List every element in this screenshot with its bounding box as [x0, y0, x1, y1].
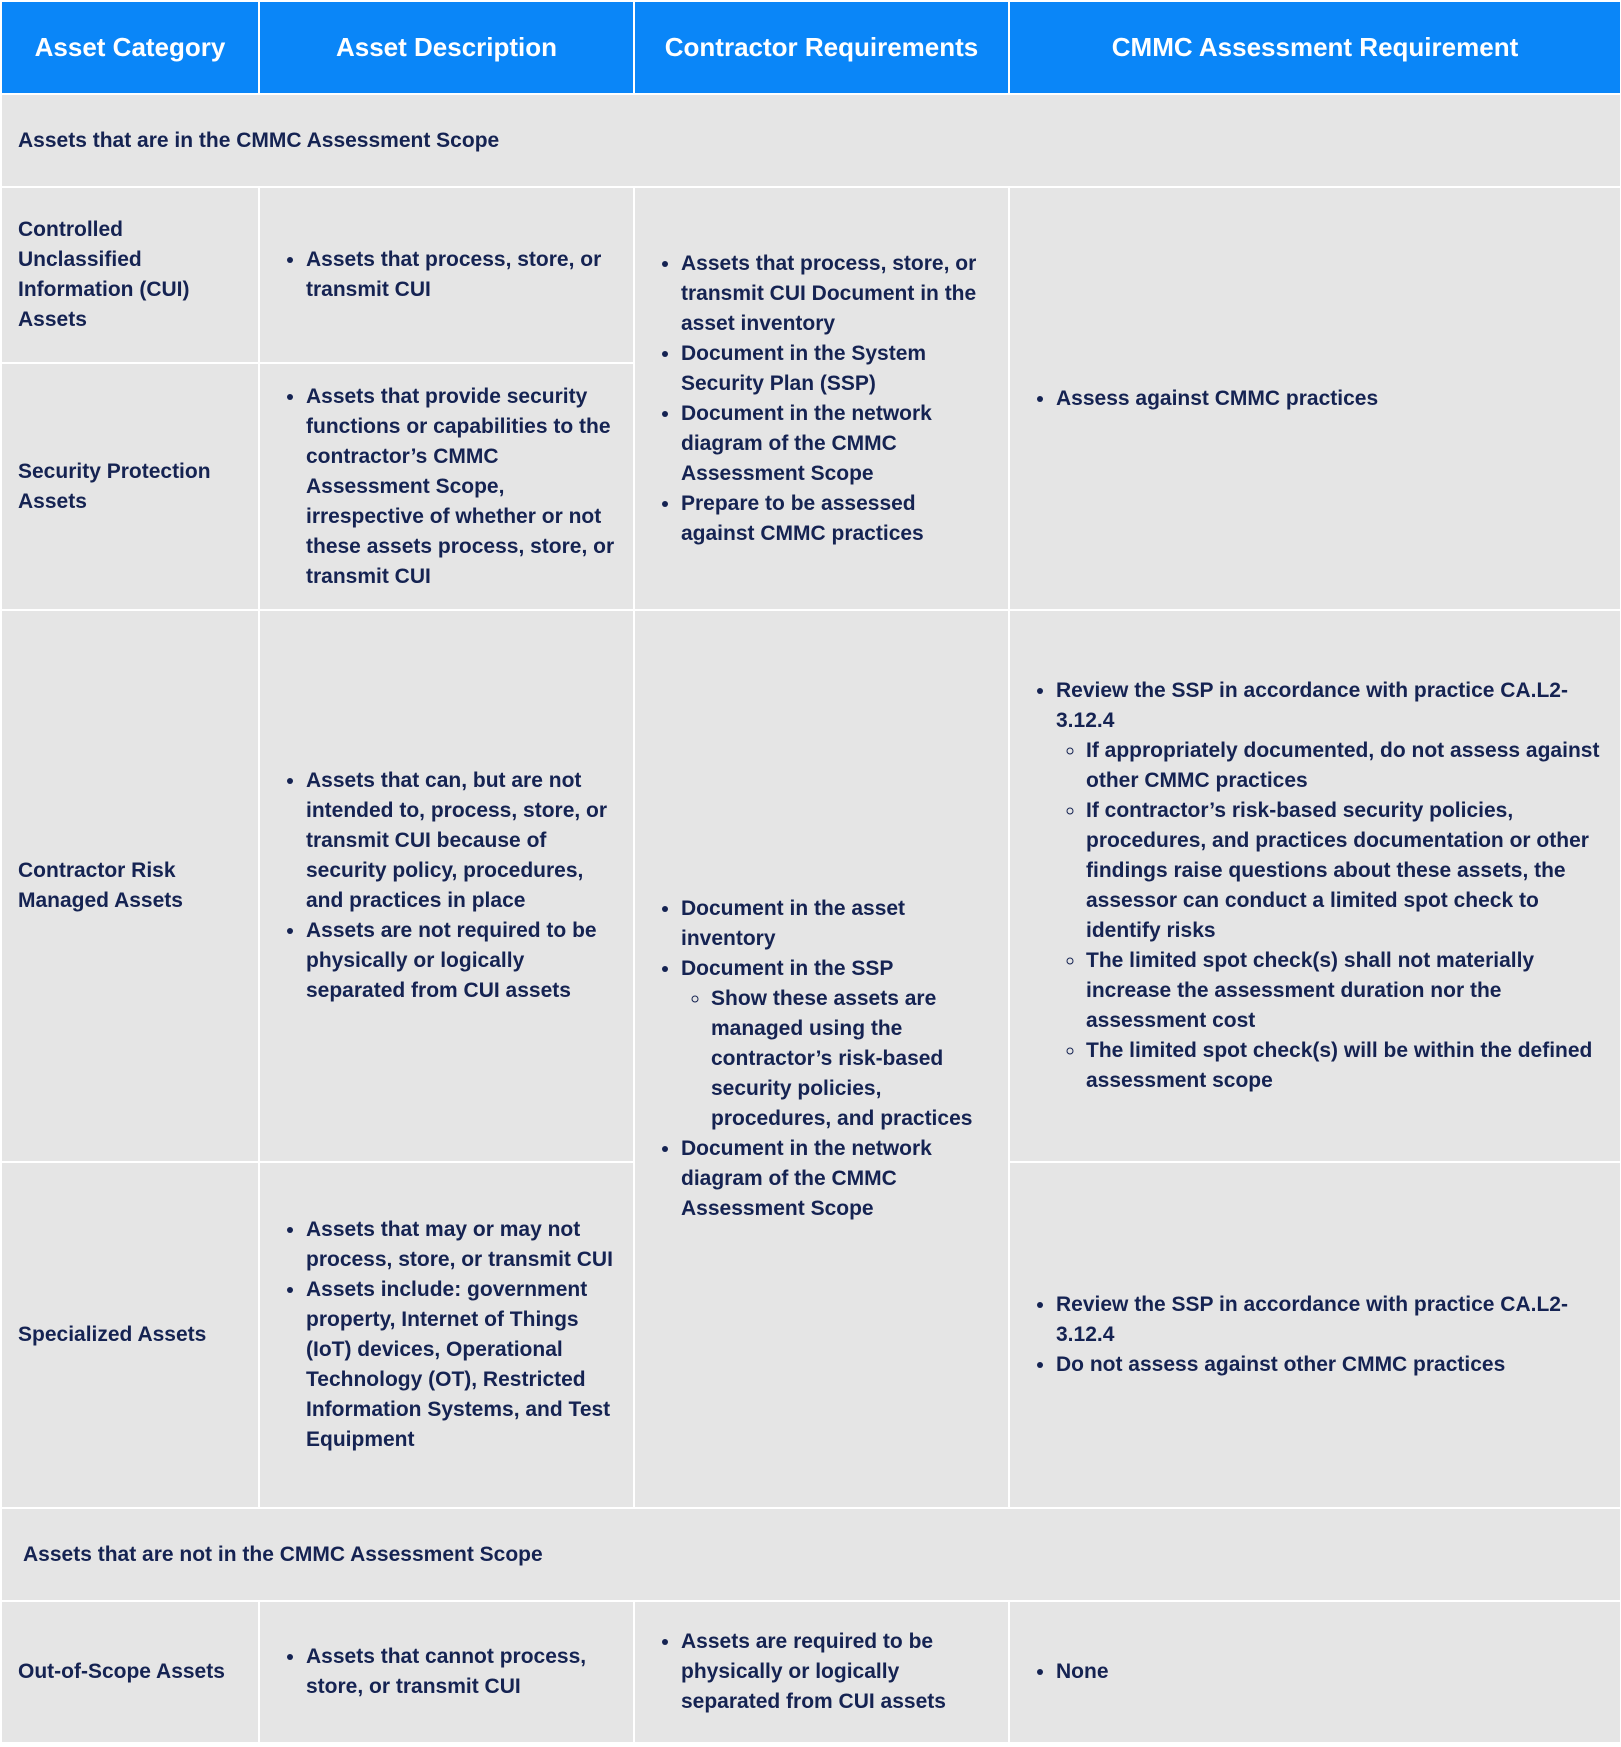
header-contractor-requirements: Contractor Requirements [634, 1, 1009, 94]
sub-list-item: ◦ If appropriately documented, do not assess against other CMMC practices [1086, 736, 1604, 796]
description-specialized-assets [259, 1162, 634, 1508]
category-out-of-scope-assets: Out-of-Scope Assets [1, 1601, 259, 1743]
list-item: • Assets are required to be physically or logically separated from CUI assets [681, 1627, 992, 1717]
list-item: • Assets that cannot process, store, or transmit CUI [306, 1642, 617, 1702]
list-item: • Document in the network diagram of the CMMC Assessment Scope [681, 399, 992, 489]
sub-list-item: ◦ If contractor’s risk-based security policies, procedures, and practices documentation or other findings raise questions about these assets, the assessor can conduct a limited spot check to identify risks [1086, 796, 1604, 946]
description-contractor-risk-managed-assets [259, 610, 634, 1162]
assessment-req-specialized-assets [1009, 1162, 1621, 1508]
header-asset-description: Asset Description [259, 1, 634, 94]
contractor-req-crma-spec [634, 610, 1009, 1508]
category-cui-assets: Controlled Unclassified Information (CUI) Assets [1, 187, 259, 363]
list-item [681, 954, 992, 1134]
list-item-text: Document in the SSP [681, 957, 894, 980]
list-item: • Assets include: government property, Internet of Things (IoT) devices, Operational Technology (OT), Restricted Information Systems, and Test Equipment [306, 1275, 617, 1455]
contractor-req-out-of-scope-assets [634, 1601, 1009, 1743]
list-item: • Do not assess against other CMMC practices [1056, 1350, 1604, 1380]
table-row-cui-assets [1, 187, 1621, 363]
assessment-req-contractor-risk-managed-assets [1009, 610, 1621, 1162]
sub-list-item: ◦ The limited spot check(s) will be within the defined assessment scope [1086, 1036, 1604, 1096]
list-item: • Assess against CMMC practices [1056, 384, 1604, 414]
list-item: • Review the SSP in accordance with practice CA.L2-3.12.4 [1056, 1290, 1604, 1350]
list-item: • Assets that process, store, or transmit CUI [306, 245, 617, 305]
header-asset-category: Asset Category [1, 1, 259, 94]
header-cmmc-assessment-requirement: CMMC Assessment Requirement [1009, 1, 1621, 94]
list-item: • Assets are not required to be physically or logically separated from CUI assets [306, 916, 617, 1006]
sub-list-item: ◦ The limited spot check(s) shall not materially increase the assessment duration nor the assessment cost [1086, 946, 1604, 1036]
list-item: • Assets that provide security functions or capabilities to the contractor’s CMMC Assessment Scope, irrespective of whether or not these assets process, store, or transmit CUI [306, 382, 617, 592]
category-contractor-risk-managed-assets: Contractor Risk Managed Assets [1, 610, 259, 1162]
list-item: • Document in the System Security Plan (SSP) [681, 339, 992, 399]
list-item: • Document in the asset inventory [681, 894, 992, 954]
assessment-req-out-of-scope-assets [1009, 1601, 1621, 1743]
list-item-text: Review the SSP in accordance with practice CA.L2-3.12.4 [1056, 679, 1568, 732]
table-row-contractor-risk-managed-assets [1, 610, 1621, 1162]
assessment-req-cui-spa [1009, 187, 1621, 610]
section-row-in-scope [1, 94, 1621, 187]
table-row-out-of-scope-assets [1, 1601, 1621, 1743]
description-security-protection-assets [259, 363, 634, 610]
list-item: • None [1056, 1657, 1604, 1687]
category-specialized-assets: Specialized Assets [1, 1162, 259, 1508]
contractor-req-cui-spa [634, 187, 1009, 610]
sub-list-item: ◦ Show these assets are managed using the contractor’s risk-based security policies, procedures, and practices [711, 984, 992, 1134]
list-item: • Document in the network diagram of the CMMC Assessment Scope [681, 1134, 992, 1224]
category-security-protection-assets: Security Protection Assets [1, 363, 259, 610]
header-row [1, 1, 1621, 94]
section-label-in-scope: Assets that are in the CMMC Assessment Scope [1, 94, 1621, 187]
section-label-out-of-scope: Assets that are not in the CMMC Assessment Scope [1, 1508, 1621, 1601]
list-item [1056, 676, 1604, 1096]
list-item: • Assets that may or may not process, store, or transmit CUI [306, 1215, 617, 1275]
description-cui-assets [259, 187, 634, 363]
section-row-out-of-scope [1, 1508, 1621, 1601]
list-item: • Assets that process, store, or transmit CUI Document in the asset inventory [681, 249, 992, 339]
description-out-of-scope-assets [259, 1601, 634, 1743]
list-item: • Prepare to be assessed against CMMC practices [681, 489, 992, 549]
list-item: • Assets that can, but are not intended to, process, store, or transmit CUI because of security policy, procedures, and practices in place [306, 766, 617, 916]
